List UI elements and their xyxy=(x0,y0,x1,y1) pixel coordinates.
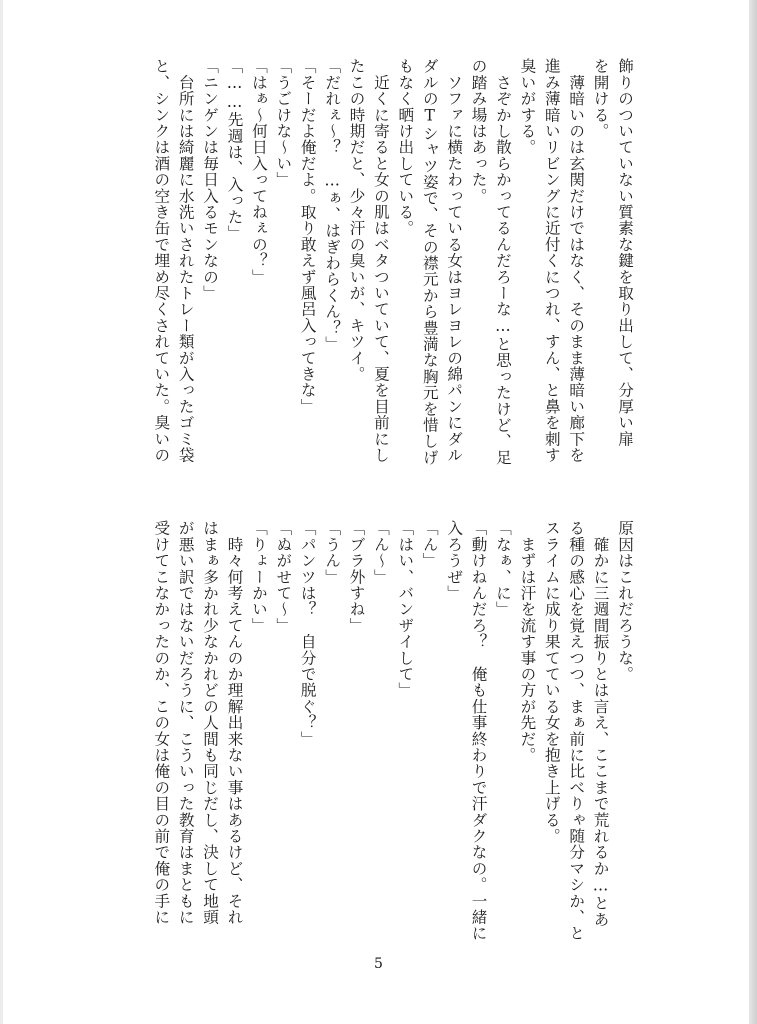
text-line: スライムに成り果てている女を抱き上げる。 xyxy=(542,520,561,844)
text-line: 「ん～」 xyxy=(371,520,390,585)
text-line: 受けてこなかったのか、この女は俺の目の前で俺の手に xyxy=(152,520,171,925)
page-edge-right xyxy=(749,0,757,1024)
text-line: 時々何考えてんのか理解出来ない事はあるけど、それ xyxy=(225,520,244,925)
text-line: を開ける。 xyxy=(591,58,610,139)
text-line: 入ろうぜ」 xyxy=(445,520,464,601)
text-line: 「なぁ、に」 xyxy=(493,520,512,618)
text-line: 「ニンゲンは毎日入るモンなの」 xyxy=(201,58,220,301)
page-edge-left xyxy=(0,0,3,1024)
text-line: 「パンツは？ 自分で脱ぐ？」 xyxy=(298,520,317,747)
page-number: 5 xyxy=(374,956,383,972)
text-line: 「ん」 xyxy=(420,520,439,569)
text-line: 飾りのついていない質素な鍵を取り出して、分厚い扉 xyxy=(616,58,634,447)
text-line: 薄暗いのは玄関だけではなく、そのまま薄暗い廊下を xyxy=(567,58,586,463)
text-line: はまぁ多かれ少なかれどの人間も同じだし、決して地頭 xyxy=(201,520,220,925)
text-line: まずは汗を流す事の方が先だ。 xyxy=(518,520,537,763)
text-line: 「……先週は、入った」 xyxy=(225,58,244,241)
text-line: 確かに三週間振りとは言え、ここまで荒れるか…とあ xyxy=(591,520,610,928)
text-line: 「はい、バンザイして」 xyxy=(396,520,415,699)
text-line: 原因はこれだろうな。 xyxy=(616,520,634,682)
text-line: たこの時期だと、少々汗の臭いが、キツイ。 xyxy=(347,58,366,382)
text-line: 「りょーかい」 xyxy=(249,520,268,634)
text-line: ダルのTシャツ姿で、その襟元から豊満な胸元を惜しげ xyxy=(420,58,439,466)
text-line: 「動けねんだろ？ 俺も仕事終わりで汗ダクなの。一緒に xyxy=(469,520,488,942)
text-line: 「ぬがせて～」 xyxy=(274,520,293,634)
upper-text-block xyxy=(132,58,637,498)
text-line: 近くに寄ると女の肌はベタついていて、夏を目前にし xyxy=(371,58,390,463)
text-line: ソファに横たわっている女はヨレヨレの綿パンにダル xyxy=(445,58,464,463)
text-line: 進み薄暗いリビングに近付くにつれ、すん、と鼻を刺す xyxy=(542,58,561,463)
text-line: 「うん」 xyxy=(323,520,342,585)
text-line: 「だれぇ～？ …ぁ、はぎわらくん？」 xyxy=(323,58,342,352)
text-line: 「はぁ～何日入ってねぇの？」 xyxy=(249,58,268,285)
text-line: 「うごけな～い」 xyxy=(274,58,293,188)
text-line: もなく晒け出している。 xyxy=(396,58,415,237)
text-line: が悪い訳ではないだろうに、こういった教育はまともに xyxy=(176,520,195,925)
lower-text-block xyxy=(152,520,637,942)
text-line: さぞかし散らかってるんだろーな…と思ったけど、足 xyxy=(493,58,512,466)
text-line: 台所には綺麗に水洗いされたトレー類が入ったゴミ袋 xyxy=(176,58,195,463)
text-line: の踏み場はあった。 xyxy=(469,58,488,204)
text-line: 「ブラ外すね」 xyxy=(347,520,366,634)
text-line: 臭いがする。 xyxy=(518,58,537,156)
text-line: と、シンクは酒の空き缶で埋め尽くされていた。臭いの xyxy=(152,58,171,463)
text-line: 「そーだよ俺だよ。取り敢えず風呂入ってきな」 xyxy=(298,58,317,415)
text-line: る種の感心を覚えつつ、まぁ前に比べりゃ随分マシか、と xyxy=(567,520,586,942)
